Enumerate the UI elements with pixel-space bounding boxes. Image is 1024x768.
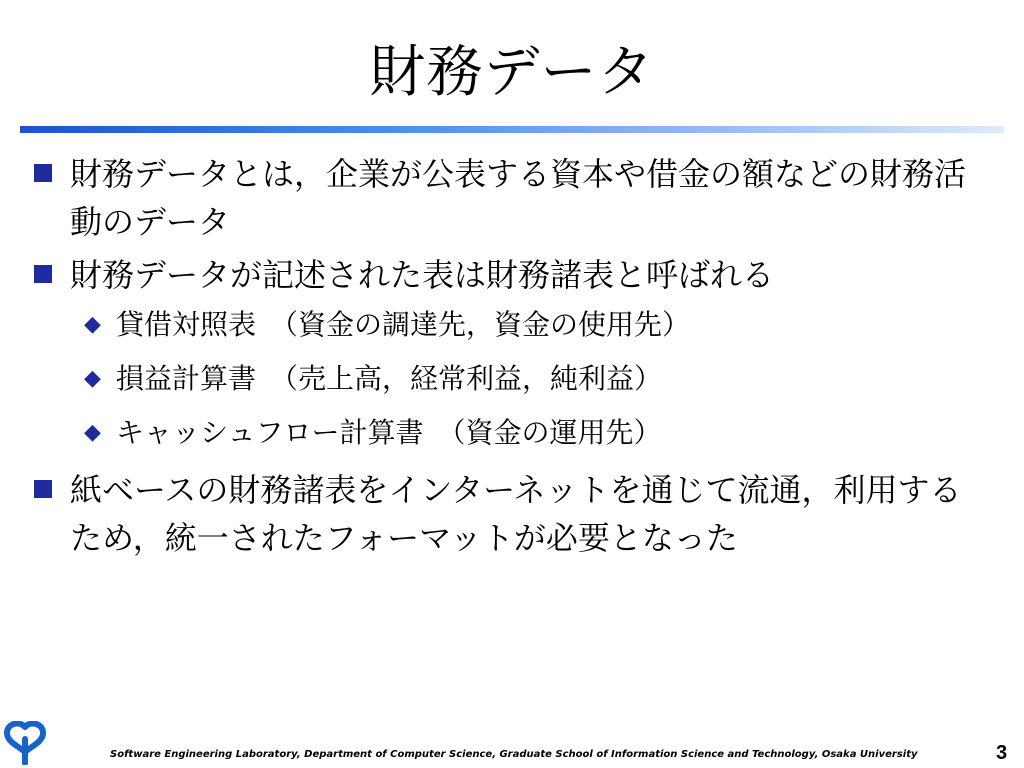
square-bullet-icon (34, 480, 52, 498)
sub-bullet-text: 貸借対照表 （資金の調達先，資金の使用先） (116, 308, 691, 341)
bullet-item (30, 466, 990, 562)
title-divider (20, 126, 1004, 133)
bullet-text: 紙ベースの財務諸表をインターネットを通じて流通，利用するため，統一されたフォーマットが必要となった (70, 471, 962, 557)
square-bullet-icon (34, 164, 52, 182)
bullet-item (30, 251, 990, 299)
slide-title: 財務データ (369, 40, 655, 105)
page-number: 3 (996, 742, 1008, 764)
square-bullet-icon (34, 265, 52, 283)
sub-bullet-text: キャッシュフロー計算書 （資金の運用先） (116, 416, 662, 449)
diamond-bullet-icon: ◆ (84, 312, 101, 337)
slide-content (30, 150, 990, 567)
bullet-item (30, 150, 990, 246)
bullet-text: 財務データが記述された表は財務諸表と呼ばれる (70, 256, 775, 294)
sub-bullet-text: 損益計算書 （売上高，経常利益，純利益） (116, 362, 663, 395)
bullet-text: 財務データとは，企業が公表する資本や借金の額などの財務活動のデータ (70, 155, 967, 241)
diamond-bullet-icon: ◆ (84, 366, 101, 391)
sub-bullet-item (30, 412, 990, 454)
diamond-bullet-icon: ◆ (84, 420, 101, 445)
sub-bullet-item (30, 304, 990, 346)
sub-bullet-item (30, 358, 990, 400)
university-logo-icon (3, 721, 47, 765)
footer-text: Software Engineering Laboratory, Department of Computer Science, Graduate School of Information Science and Technology, Osaka University (110, 749, 918, 760)
